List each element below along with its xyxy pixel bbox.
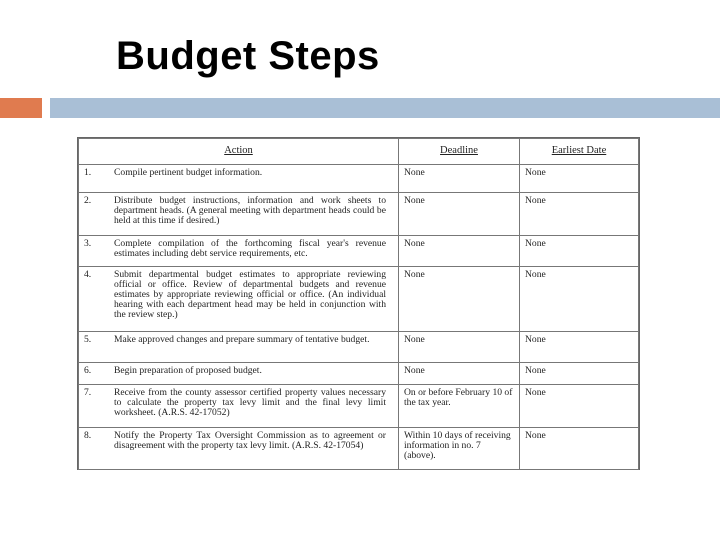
budget-table	[78, 138, 639, 470]
table-row	[79, 165, 639, 193]
row-earliest-date: None	[520, 332, 639, 363]
table-row	[79, 332, 639, 363]
row-action: Complete compilation of the forthcoming fiscal year's revenue estimates including debt service requirements, etc.	[109, 236, 399, 267]
header-action: Action	[79, 139, 399, 165]
row-deadline: None	[399, 267, 520, 332]
row-earliest-date: None	[520, 385, 639, 428]
slide-title: Budget Steps	[116, 34, 380, 78]
accent-bar-orange	[0, 98, 42, 118]
row-earliest-date: None	[520, 236, 639, 267]
row-number: 6.	[79, 363, 110, 385]
row-deadline: Within 10 days of receiving information in no. 7 (above).	[399, 428, 520, 470]
row-action: Begin preparation of proposed budget.	[109, 363, 399, 385]
row-number: 5.	[79, 332, 110, 363]
row-deadline: None	[399, 193, 520, 236]
row-earliest-date: None	[520, 165, 639, 193]
header-earliest-date: Earliest Date	[520, 139, 639, 165]
row-number: 1.	[79, 165, 110, 193]
row-number: 2.	[79, 193, 110, 236]
row-earliest-date: None	[520, 428, 639, 470]
row-action: Distribute budget instructions, information and work sheets to department heads. (A general meeting with department heads could be held at this time if desired.)	[109, 193, 399, 236]
table-header-row	[79, 139, 639, 165]
header-deadline: Deadline	[399, 139, 520, 165]
row-deadline: None	[399, 332, 520, 363]
row-action: Compile pertinent budget information.	[109, 165, 399, 193]
row-action: Notify the Property Tax Oversight Commission as to agreement or disagreement with the property tax levy limit. (A.R.S. 42-17054)	[109, 428, 399, 470]
table-row	[79, 267, 639, 332]
row-number: 4.	[79, 267, 110, 332]
row-deadline: None	[399, 165, 520, 193]
accent-bar-blue	[50, 98, 720, 118]
row-action: Submit departmental budget estimates to appropriate reviewing official or office. Review of departmental budgets and revenue estimates by appropriate reviewing official or office. (An individual hearing with each department head may be held in conjunction with the review step.)	[109, 267, 399, 332]
row-earliest-date: None	[520, 193, 639, 236]
table-row	[79, 363, 639, 385]
row-deadline: None	[399, 236, 520, 267]
budget-steps-table	[77, 137, 640, 470]
row-action: Make approved changes and prepare summary of tentative budget.	[109, 332, 399, 363]
table-row	[79, 385, 639, 428]
row-number: 7.	[79, 385, 110, 428]
row-number: 8.	[79, 428, 110, 470]
row-number: 3.	[79, 236, 110, 267]
row-deadline: On or before February 10 of the tax year.	[399, 385, 520, 428]
row-deadline: None	[399, 363, 520, 385]
table-row	[79, 236, 639, 267]
table-row	[79, 193, 639, 236]
row-earliest-date: None	[520, 267, 639, 332]
table-row	[79, 428, 639, 470]
row-action: Receive from the county assessor certified property values necessary to calculate the property tax levy limit and the final levy limit worksheet. (A.R.S. 42-17052)	[109, 385, 399, 428]
row-earliest-date: None	[520, 363, 639, 385]
